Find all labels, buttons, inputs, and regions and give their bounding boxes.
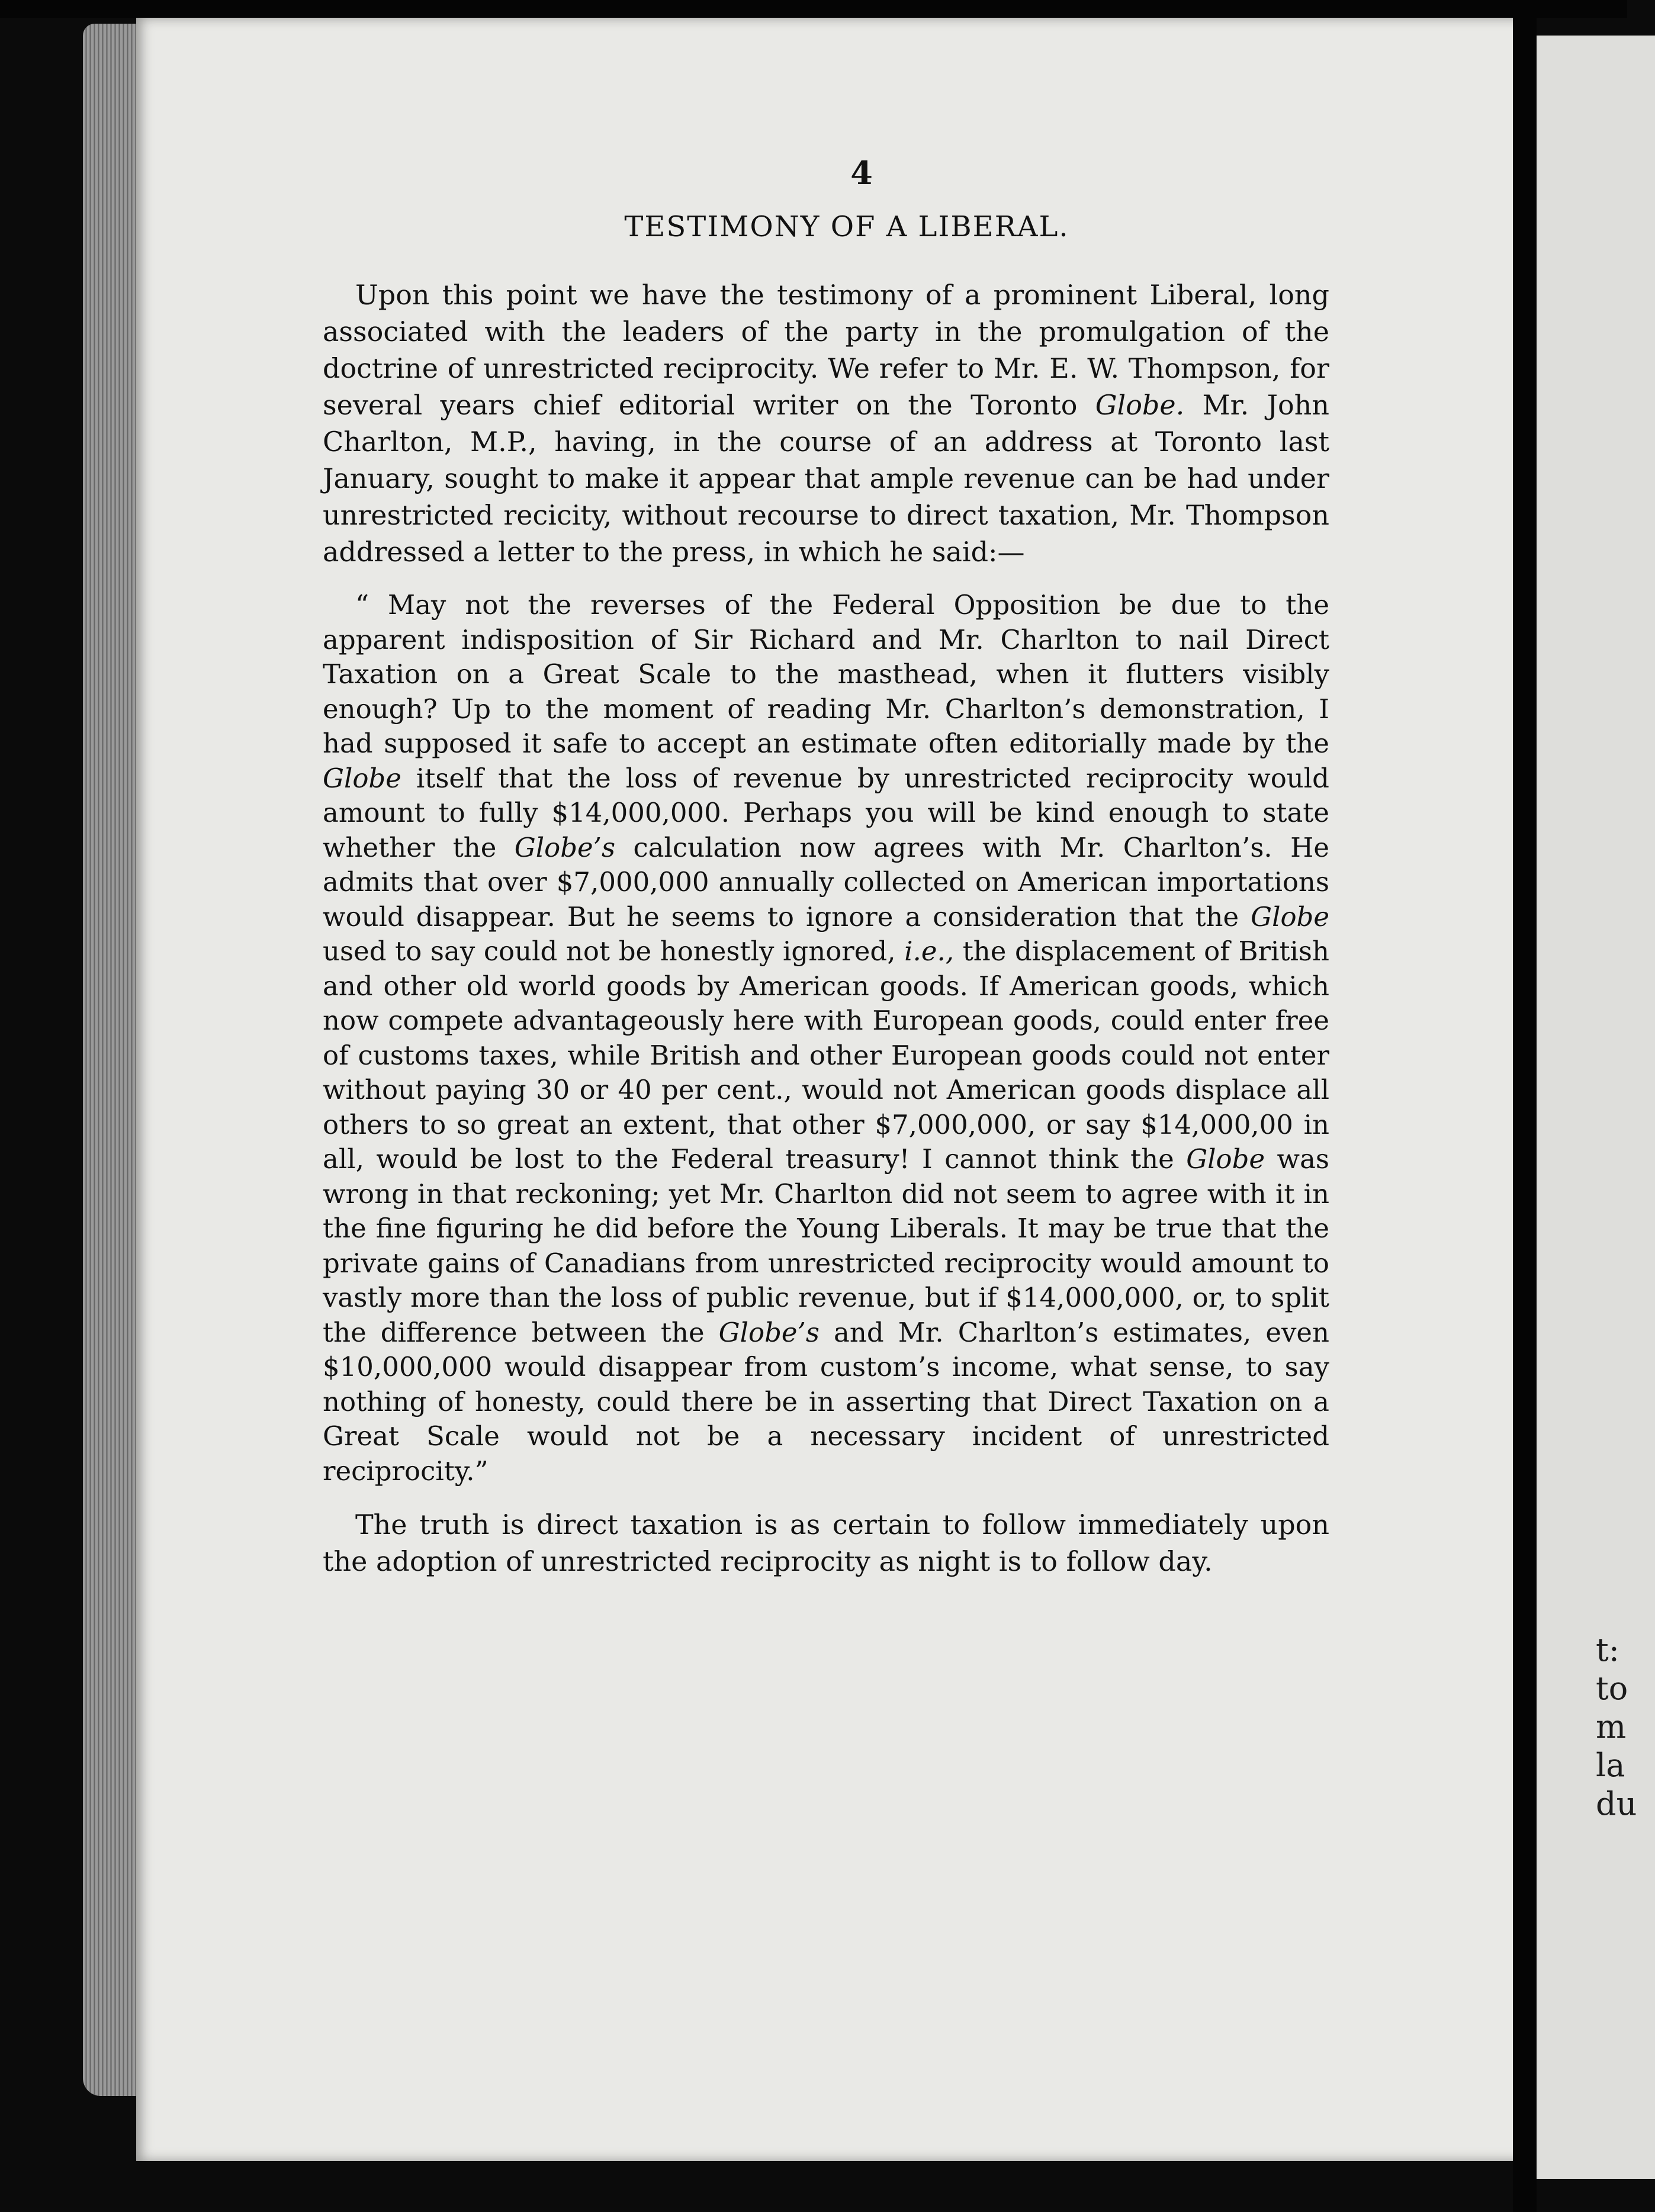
quoted-letter-paragraph: [323, 588, 1329, 1488]
page-text-block: [323, 154, 1329, 1580]
italic-text-run: Globe.: [1095, 389, 1185, 421]
section-heading: TESTIMONY OF A LIBERAL.: [624, 210, 1069, 243]
text-run: “ May not the reverses of the Federal Opposition be due to the apparent indisposition of Sir Richard and Mr. Charlton to nail Direct Taxation on a Great Scale to the masthead, when it flutters visibly enough? Up to the moment of reading Mr. Charlton’s demonstration, I had supposed it safe to accept an estimate often editorially made by the: [323, 589, 1329, 759]
adjacent-page: [1537, 36, 1655, 2179]
italic-text-run: i.e.,: [904, 935, 955, 967]
italic-text-run: Globe’s: [514, 831, 616, 863]
italic-text-run: Globe’s: [718, 1316, 820, 1348]
text-run: and Mr. Charlton’s estimates, even $10,000,000 would disappear from custom’s income, what sense, to say nothing of honesty, could there be in asserting that Direct Taxation on a Great Scale would not be a necessary incident of unrestricted reciprocity.”: [323, 1316, 1329, 1487]
text-run: Upon this point we have the testimony of a prominent Liberal, long associated with the leaders of the party in the promulgation of the doctrine of unrestricted reciprocity. We refer to Mr. E. W. Thompson, for several years chief editorial writer on the Toronto: [323, 279, 1329, 421]
text-run: used to say could not be honestly ignored,: [323, 935, 905, 967]
adjacent-page-fragment: la: [1596, 1747, 1625, 1784]
italic-text-run: Globe: [1186, 1143, 1265, 1175]
book-gutter: [1513, 0, 1537, 2212]
text-run: itself that the loss of revenue by unrestricted reciprocity would amount to fully $14,000,000. Perhaps you will be kind enough to state whether the: [323, 762, 1329, 863]
scan-border-top: [0, 0, 1627, 18]
adjacent-page-fragment: to: [1596, 1670, 1628, 1707]
adjacent-page-fragment: m: [1596, 1708, 1627, 1745]
italic-text-run: Globe: [323, 762, 401, 794]
text-run: calculation now agrees with Mr. Charlton’s. He admits that over $7,000,000 annually collected on American importations would disappear. But he seems to ignore a consideration that the: [323, 831, 1329, 933]
page-number: 4: [850, 154, 873, 192]
text-run: Mr. John Charlton, M.P., having, in the course of an address at Toronto last January, sought to make it appear that ample revenue can be had under unrestricted recicity, without recourse to direct taxation, Mr. Thompson addressed a letter to the press, in which he said:—: [323, 389, 1329, 568]
adjacent-page-fragment: t:: [1596, 1631, 1619, 1668]
text-run: The truth is direct taxation is as certain to follow immediately upon the adoption of unrestricted reciprocity as night is to follow day.: [323, 1509, 1329, 1577]
italic-text-run: Globe: [1251, 901, 1329, 933]
intro-paragraph: [323, 276, 1329, 570]
adjacent-page-fragment: du: [1596, 1785, 1637, 1822]
closing-paragraph: [323, 1506, 1329, 1580]
text-run: the displacement of British and other old world goods by American goods. If American goods, which now compete advantageously here with European goods, could enter free of customs taxes, while British and other European goods could not enter without paying 30 or 40 per cent., would not American goods displace all others to so great an extent, that other $7,000,000, or say $14,000,00 in all, would be lost to the Federal treasury! I cannot think the: [323, 935, 1329, 1175]
text-run: was wrong in that reckoning; yet Mr. Charlton did not seem to agree with it in the fine figuring he did before the Young Liberals. It may be true that the private gains of Canadians from unrestricted reciprocity would amount to vastly more than the loss of public revenue, but if $14,000,000, or, to split the difference between the: [323, 1143, 1329, 1348]
